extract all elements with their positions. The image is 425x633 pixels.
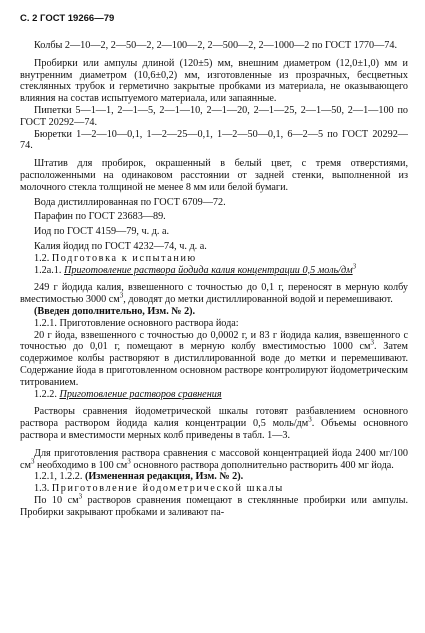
paragraph-burettes: Бюретки 1—2—10—0,1, 1—2—25—0,1, 1—2—50—0,1, 6—2—5 по ГОСТ 20292—74.	[20, 128, 408, 152]
text: . Затем содержимое колбы растворяют в дистиллированной воде до метки и перемешивают. Содержание йода в приготовленном основном растворе контролируют йодометрическим титрованием.	[20, 341, 408, 388]
text: По 10 см	[34, 494, 79, 506]
text: , доводят до метки дистиллированной водой и перемешивают.	[123, 294, 393, 306]
paragraph-tubes: Пробирки или ампулы длиной (120±5) мм, внешним диаметром (12,0±1,0) мм и внутренним диаметром (10,6±0,2) мм, изготовленные из прозрачных, бесцветных стеклянных трубок и герметично закрытые пробками из материала, не оказывающего влияния на состав испытуемого материала, или запаянные.	[20, 57, 408, 105]
paragraph-stock-solution	[20, 330, 408, 389]
superscript: 3	[119, 291, 124, 300]
paragraph-rack: Штатив для пробирок, окрашенный в белый цвет, с тремя отверстиями, расположенными на одинаковом расстоянии от задней стенки, выполненной из молочного стекла толщиной не менее 8 мм или белой бумаги.	[20, 158, 408, 193]
amendment-note-2	[20, 471, 408, 483]
superscript: 3	[78, 492, 83, 501]
section-heading-1-2	[20, 253, 408, 265]
amendment-note: (Введен дополнительно, Изм. № 2).	[34, 305, 196, 317]
text: . Объемы основного раствора и вместимости мерных колб приведены в табл. 1—3.	[20, 418, 408, 441]
paragraph-iodine: Иод по ГОСТ 4159—79, ч. д. а.	[34, 226, 170, 238]
text: необходимо в 100 см	[34, 459, 128, 471]
paragraph-reference-solutions	[20, 406, 408, 441]
paragraph-ki-solution	[20, 282, 408, 306]
superscript: 3	[370, 338, 374, 347]
text: Растворы сравнения йодометрической шкалы готовят разбавлением основного раствора раствором йодида калия концентрации 0,5 моль/дм	[20, 406, 408, 430]
section-heading-1-2-1: 1.2.1. Приготовление основного раствора йода:	[34, 317, 239, 329]
text: растворов сравнения помещают в стеклянные пробирки или ампулы. Пробирки закрывают пробками и заливают па-	[20, 494, 409, 518]
section-heading-1-2a-1	[20, 262, 408, 277]
page-header: С. 2 ГОСТ 19266—79	[20, 13, 115, 24]
superscript: 3	[30, 457, 35, 466]
text: 249 г йодида калия, взвешенного с точностью до 0,1 г, переносят в мерную колбу вместимостью 3000 см	[20, 282, 408, 306]
paragraph-flasks: Колбы 2—10—2, 2—50—2, 2—100—2, 2—500—2, 2—1000—2 по ГОСТ 1770—74.	[34, 40, 398, 51]
section-title: Приготовление растворов сравнения	[59, 388, 222, 400]
amendment-text: (Измененная редакция, Изм. № 2).	[84, 471, 244, 483]
section-number: 1.3.	[34, 483, 50, 495]
paragraph-pipettes: Пипетки 5—1—1, 2—1—5, 2—1—10, 2—1—20, 2—1—25, 2—1—50, 2—1—100 по ГОСТ 20292—74.	[20, 104, 408, 128]
section-number: 1.2.1, 1.2.2.	[34, 471, 83, 483]
paragraph-potassium-iodide: Калия йодид по ГОСТ 4232—74, ч. д. а.	[34, 240, 207, 252]
superscript: 3	[127, 457, 131, 466]
text: 20 г йода, взвешенного с точностью до 0,0002 г, и 83 г йодида калия, взвешенного с точностью до 0,01 г, помещают в мерную колбу вместимостью 1000 см	[20, 329, 408, 353]
paragraph-paraffin: Парафин по ГОСТ 23683—89.	[34, 211, 166, 223]
superscript: 3	[308, 415, 312, 424]
text: основного раствора дополнительно растворить 400 мг йода.	[130, 459, 394, 471]
section-title: Приготовление йодометрической шкалы	[51, 483, 284, 495]
text: Для приготовления раствора сравнения с массовой концентрацией йода 2400 мг/100 см	[20, 447, 408, 471]
paragraph-2400-solution	[20, 448, 408, 472]
document-body	[20, 40, 408, 518]
paragraph-water: Вода дистиллированная по ГОСТ 6709—72.	[34, 196, 226, 208]
section-heading-1-2-2	[20, 389, 408, 401]
section-title: Приготовление раствора йодида калия концентрации 0,5 моль/дм	[64, 264, 353, 276]
section-number: 1.2а.1.	[34, 264, 62, 276]
section-number: 1.2.	[34, 252, 50, 264]
superscript: 3	[352, 262, 357, 271]
section-title: Подготовка к испытанию	[51, 252, 197, 264]
section-number: 1.2.2.	[34, 388, 57, 400]
paragraph-scale-prep	[20, 492, 409, 519]
